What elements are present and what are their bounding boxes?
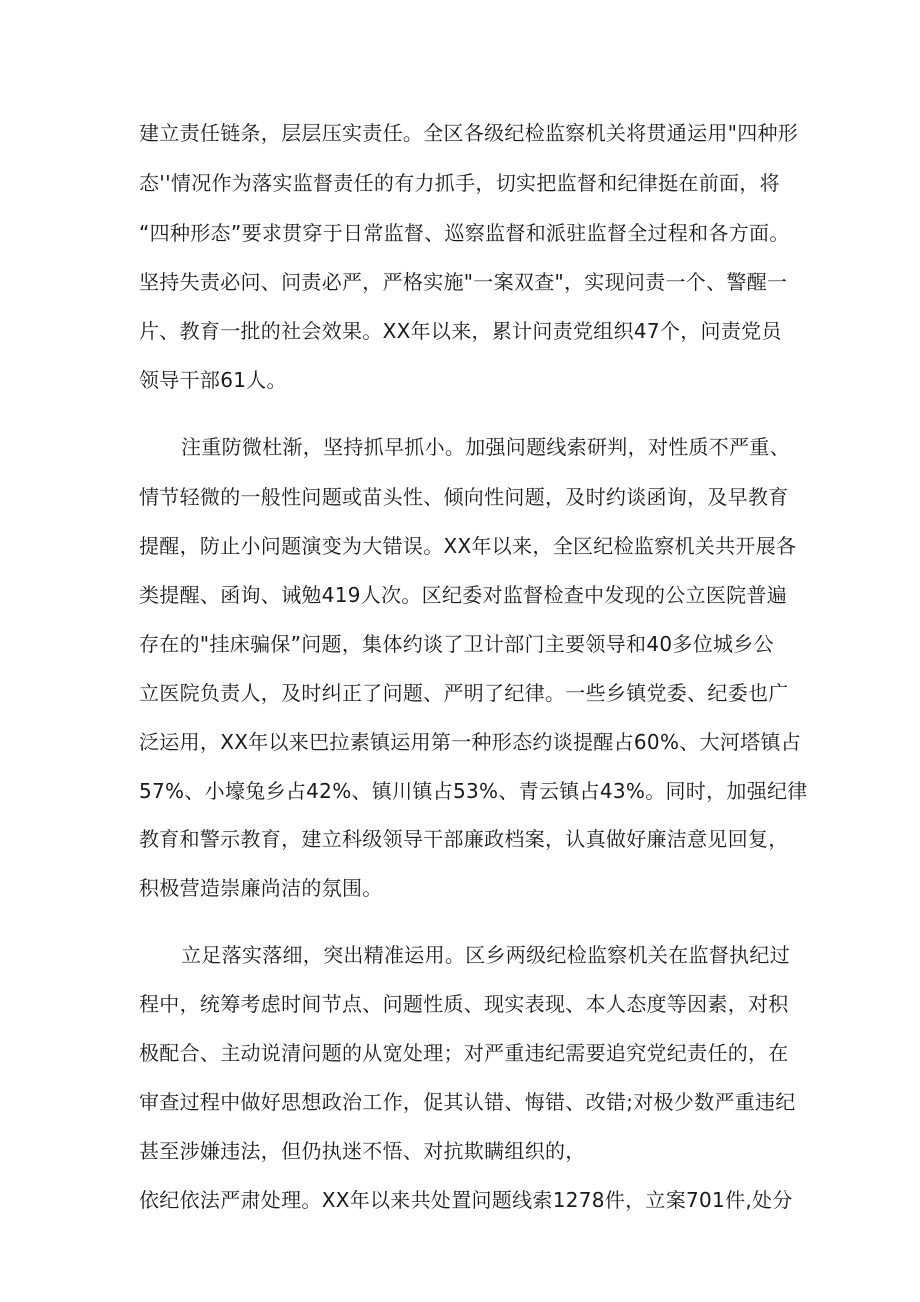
- paragraph-1-line-6: 领导干部61人。: [139, 368, 287, 392]
- paragraph-3-line-4: 审查过程中做好思想政治工作，促其认错、悔错、改错;对极少数严重违纪: [139, 1090, 796, 1114]
- paragraph-2-line-4: 类提醒、函询、诫勉419人次。区纪委对监督检查中发现的公立医院普遍: [139, 583, 788, 607]
- paragraph-1-line-3: “四种形态”要求贯穿于日常监督、巡察监督和派驻监督全过程和各方面。: [139, 221, 790, 245]
- paragraph-2-line-7: 泛运用，XX年以来巴拉素镇运用第一种形态约谈提醒占60%、大河塔镇占: [139, 730, 802, 754]
- paragraph-2-line-9: 教育和警示教育，建立科级领导干部廉政档案，认真做好廉洁意见回复，: [139, 827, 789, 851]
- paragraph-2-line-6: 立医院负责人，及时纠正了问题、严明了纪律。一些乡镇党委、纪委也广: [139, 681, 789, 705]
- paragraph-1-line-1: 建立责任链条，层层压实责任。全区各级纪检监察机关将贯通运用"四种形: [139, 121, 799, 145]
- paragraph-2-line-2: 情节轻微的一般性问题或苗头性、倾向性问题，及时约谈函询，及早教育: [139, 485, 789, 509]
- paragraph-1-line-4: 坚持失责必问、问责必严，严格实施"一案双查"，实现问责一个、警醒一: [139, 270, 788, 294]
- paragraph-3-line-1: 立足落实落细，突出精准运用。区乡两级纪检监察机关在监督执纪过: [181, 943, 790, 967]
- paragraph-2-line-1: 注重防微杜渐，坚持抓早抓小。加强问题线索研判，对性质不严重、: [181, 435, 790, 459]
- paragraph-2-line-10: 积极营造崇廉尚洁的氛围。: [139, 876, 383, 900]
- paragraph-3-line-3: 极配合、主动说清问题的从宽处理；对严重违纪需要追究党纪责任的，在: [139, 1041, 789, 1065]
- paragraph-2-line-3: 提醒，防止小问题演变为大错误。XX年以来，全区纪检监察机关共开展各: [139, 534, 797, 558]
- paragraph-3-line-5: 甚至涉嫌违法，但仍执迷不悟、对抗欺瞒组织的，: [139, 1139, 586, 1163]
- paragraph-1-line-2: 态''情况作为落实监督责任的有力抓手，切实把监督和纪律挺在前面，将: [139, 171, 780, 195]
- paragraph-2-line-5: 存在的"挂床骗保”问题，集体约谈了卫计部门主要领导和40多位城乡公: [139, 632, 774, 656]
- paragraph-3-line-2: 程中，统筹考虑时间节点、问题性质、现实表现、本人态度等因素，对积: [139, 992, 789, 1016]
- paragraph-3-line-6: 依纪依法严肃处理。XX年以来共处置问题线索1278件，立案701件,处分: [139, 1188, 793, 1212]
- paragraph-1-line-5: 片、教育一批的社会效果。XX年以来，累计问责党组织47个，问责党员: [139, 319, 782, 343]
- paragraph-2-line-8: 57%、小壕兔乡占42%、镇川镇占53%、青云镇占43%。同时，加强纪律: [139, 779, 808, 803]
